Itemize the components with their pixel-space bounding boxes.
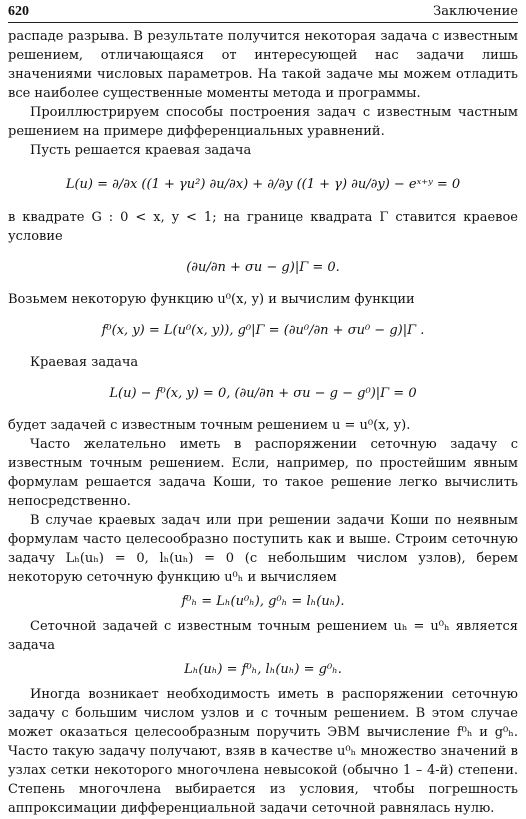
- paragraph-10: Сеточной задачей с известным точным решением uₕ = u⁰ₕ является задача: [8, 619, 518, 653]
- formula-test-problem: L(u) − f⁰(x, y) = 0, (∂u/∂n + σu − g − g⁰)|Γ = 0: [109, 386, 417, 401]
- paragraph-2: Проиллюстрируем способы построения задач с известным частным решением на примере дифференциальных уравнений.: [8, 105, 518, 139]
- paragraph-8: Часто желательно иметь в распоряжении сеточную задачу с известным точным решением. Если, например, по простейшим явным формулам решается задача Коши, то такое решение легко вычислить непосредственно.: [8, 437, 518, 509]
- paragraph-1: распаде разрыва. В результате получится некоторая задача с известным решением, отличающаяся от интересующей нас задачи лишь значениями числовых параметров. На такой задаче мы можем отладить все наиболее существенные моменты метода и программы.: [8, 29, 518, 101]
- running-title: Заключение: [433, 4, 518, 19]
- formula-f0-g0: f⁰(x, y) = L(u⁰(x, y)), g⁰|Γ = (∂u⁰/∂n + σu⁰ − g)|Γ .: [101, 323, 425, 338]
- formula-boundary-problem: L(u) = ∂/∂x ((1 + γu²) ∂u/∂x) + ∂/∂y ((1 + γ) ∂u/∂y) − eˣ⁺ʸ = 0: [65, 177, 461, 192]
- page-number: 620: [8, 4, 29, 19]
- page: [8, 4, 518, 818]
- paragraph-4: в квадрате G : 0 < x, y < 1; на границе квадрата Γ ставится краевое условие: [8, 210, 518, 244]
- paragraph-6: Краевая задача: [30, 355, 139, 370]
- formula-grid-problem: Lₕ(uₕ) = f⁰ₕ, lₕ(uₕ) = g⁰ₕ.: [184, 662, 342, 677]
- paragraph-3: Пусть решается краевая задача: [30, 143, 252, 158]
- paragraph-7: будет задачей с известным точным решением u = u⁰(x, y).: [8, 418, 411, 433]
- paragraph-9: В случае краевых задач или при решении задачи Коши по неявным формулам часто целесообразно поступить как и выше. Строим сеточную задачу Lₕ(uₕ) = 0, lₕ(uₕ) = 0 (с небольшим числом узлов), берем некоторую сеточную функцию u⁰ₕ и вычисляем: [8, 513, 518, 585]
- paragraph-5: Возьмем некоторую функцию u⁰(x, y) и вычислим функции: [8, 292, 415, 307]
- page-header: [8, 4, 518, 23]
- paragraph-11: Иногда возникает необходимость иметь в распоряжении сеточную задачу с большим числом узлов и с точным решением. В этом случае может оказаться целесообразным поручить ЭВМ вычисление f⁰ₕ и g⁰ₕ. Часто такую задачу получают, взяв в качестве u⁰ₕ множество значений в узлах сетки некоторого многочлена невысокой (обычно 1 – 4-й) степени. Степень многочлена выбирается из условия, чтобы погрешность аппроксимации дифференциальной задачи сеточной равнялась нулю.: [8, 687, 518, 816]
- formula-grid-functions: f⁰ₕ = Lₕ(u⁰ₕ), g⁰ₕ = lₕ(uₕ).: [181, 594, 345, 609]
- formula-boundary-condition: (∂u/∂n + σu − g)|Γ = 0.: [186, 260, 340, 275]
